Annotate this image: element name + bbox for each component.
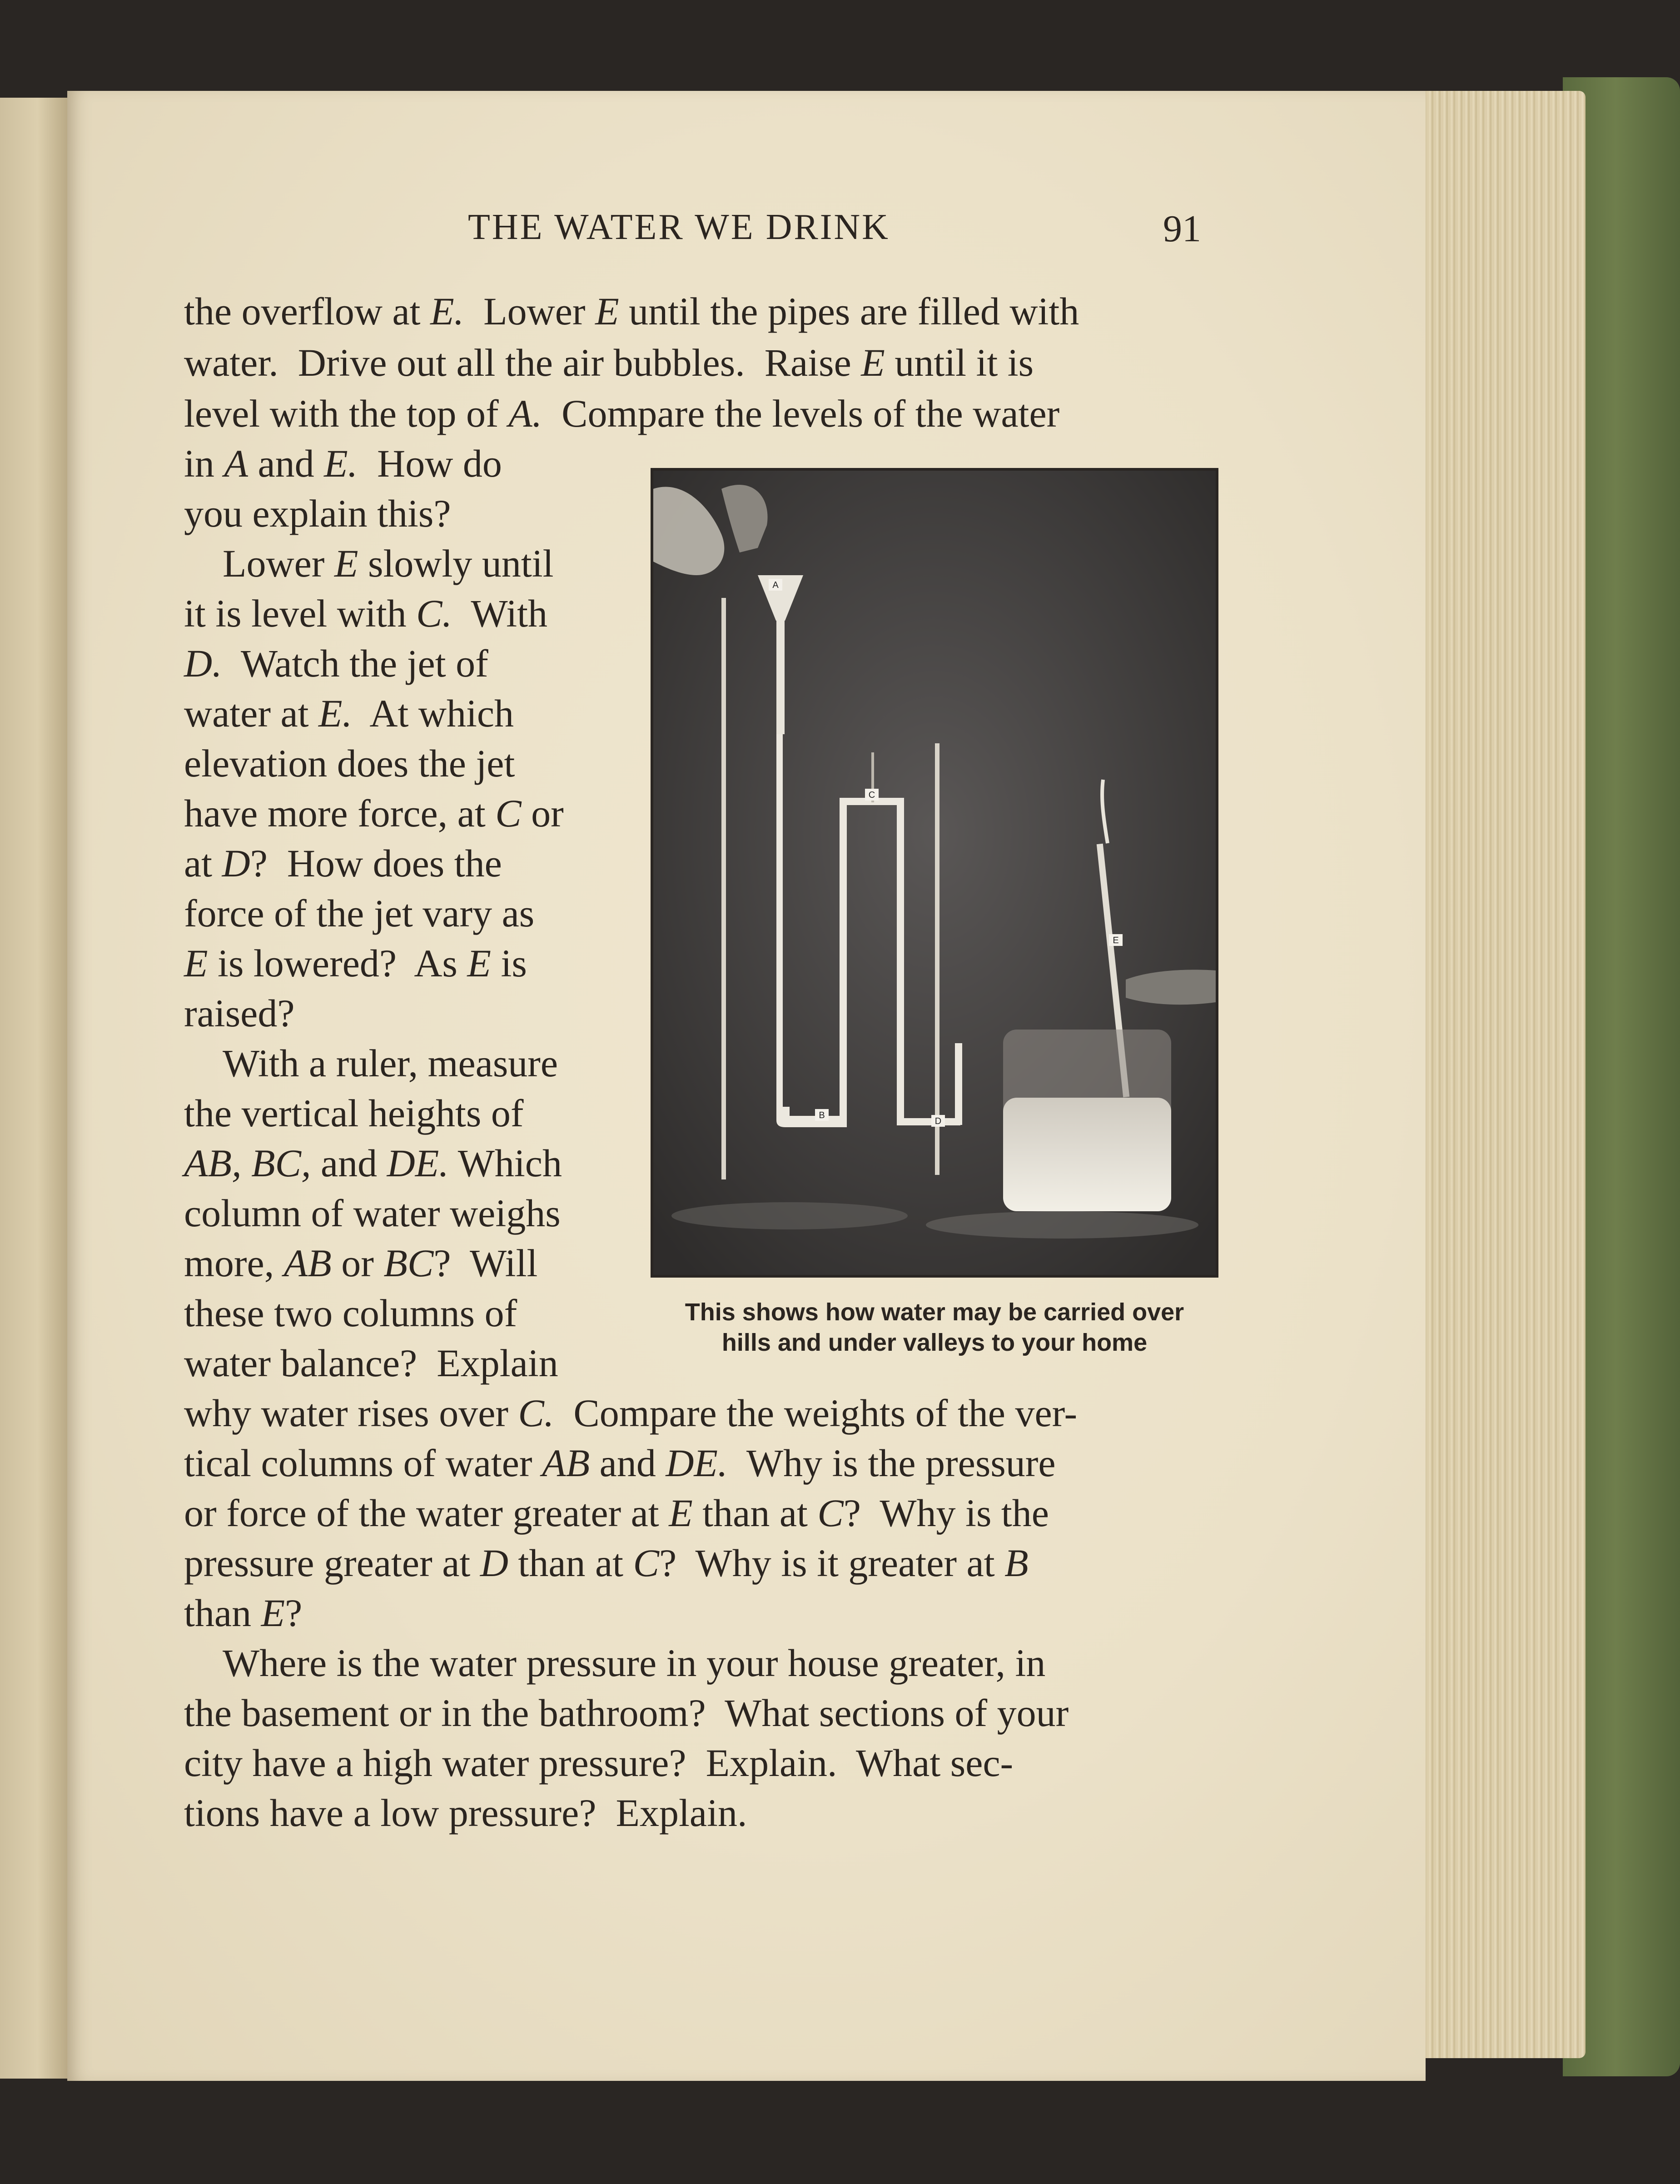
text-line-l6: Lower E slowly until <box>223 542 554 585</box>
text-line-l31: tions have a low pressure? Explain. <box>184 1791 747 1835</box>
text-line-l9: water at E. At which <box>184 692 514 735</box>
page-number: 91 <box>1163 208 1201 250</box>
text-line-l28: Where is the water pressure in your house greater, in <box>223 1641 1046 1685</box>
text-line-l20: more, AB or BC? Will <box>184 1241 538 1285</box>
label-b: B <box>819 1110 825 1120</box>
page-block-edges <box>1413 91 1586 2058</box>
text-line-l7: it is level with C. With <box>184 592 548 635</box>
text-line-l3: level with the top of A. Compare the levels of the water <box>184 392 1060 435</box>
running-head: THE WATER WE DRINK <box>468 207 890 247</box>
text-line-l16: With a ruler, measure <box>223 1041 558 1085</box>
text-line-l5: you explain this? <box>184 492 451 535</box>
label-a: A <box>772 580 779 590</box>
figure-photograph <box>651 468 1218 1278</box>
text-line-l18: AB, BC, and DE. Which <box>184 1141 562 1185</box>
left-facing-page <box>0 98 68 2079</box>
text-line-l30: city have a high water pressure? Explain. What sec- <box>184 1741 1014 1785</box>
text-line-l26: pressure greater at D than at C? Why is it greater at B <box>184 1541 1029 1585</box>
figure-caption-line-1: This shows how water may be carried over <box>685 1298 1184 1326</box>
text-line-l13: force of the jet vary as <box>184 891 535 935</box>
text-line-l11: have more force, at C or <box>184 791 564 835</box>
text-line-l12: at D? How does the <box>184 841 502 885</box>
text-line-l4: in A and E. How do <box>184 442 502 485</box>
apparatus-photo <box>653 471 1216 1275</box>
text-line-l19: column of water weighs <box>184 1191 561 1235</box>
text-line-l23: why water rises over C. Compare the weights of the ver- <box>184 1391 1078 1435</box>
text-line-l24: tical columns of water AB and DE. Why is the pressure <box>184 1441 1056 1485</box>
label-e: E <box>1113 935 1119 945</box>
text-line-l2: water. Drive out all the air bubbles. Raise E until it is <box>184 341 1034 384</box>
text-line-l17: the vertical heights of <box>184 1091 524 1135</box>
text-line-l10: elevation does the jet <box>184 741 515 785</box>
text-line-l25: or force of the water greater at E than at C? Why is the <box>184 1491 1049 1535</box>
text-line-l8: D. Watch the jet of <box>184 642 488 685</box>
figure-caption-line-2: hills and under valleys to your home <box>721 1329 1148 1356</box>
text-line-l21: these two columns of <box>184 1291 517 1335</box>
label-c: C <box>868 790 875 800</box>
text-line-l29: the basement or in the bathroom? What sections of your <box>184 1691 1069 1735</box>
label-d: D <box>934 1116 942 1126</box>
text-line-l27: than E? <box>184 1591 303 1635</box>
text-line-l22: water balance? Explain <box>184 1341 558 1385</box>
text-line-l14: E is lowered? As E is <box>184 941 527 985</box>
text-line-l15: raised? <box>184 991 295 1035</box>
text-line-l1: the overflow at E. Lower E until the pipes are filled with <box>184 289 1079 333</box>
